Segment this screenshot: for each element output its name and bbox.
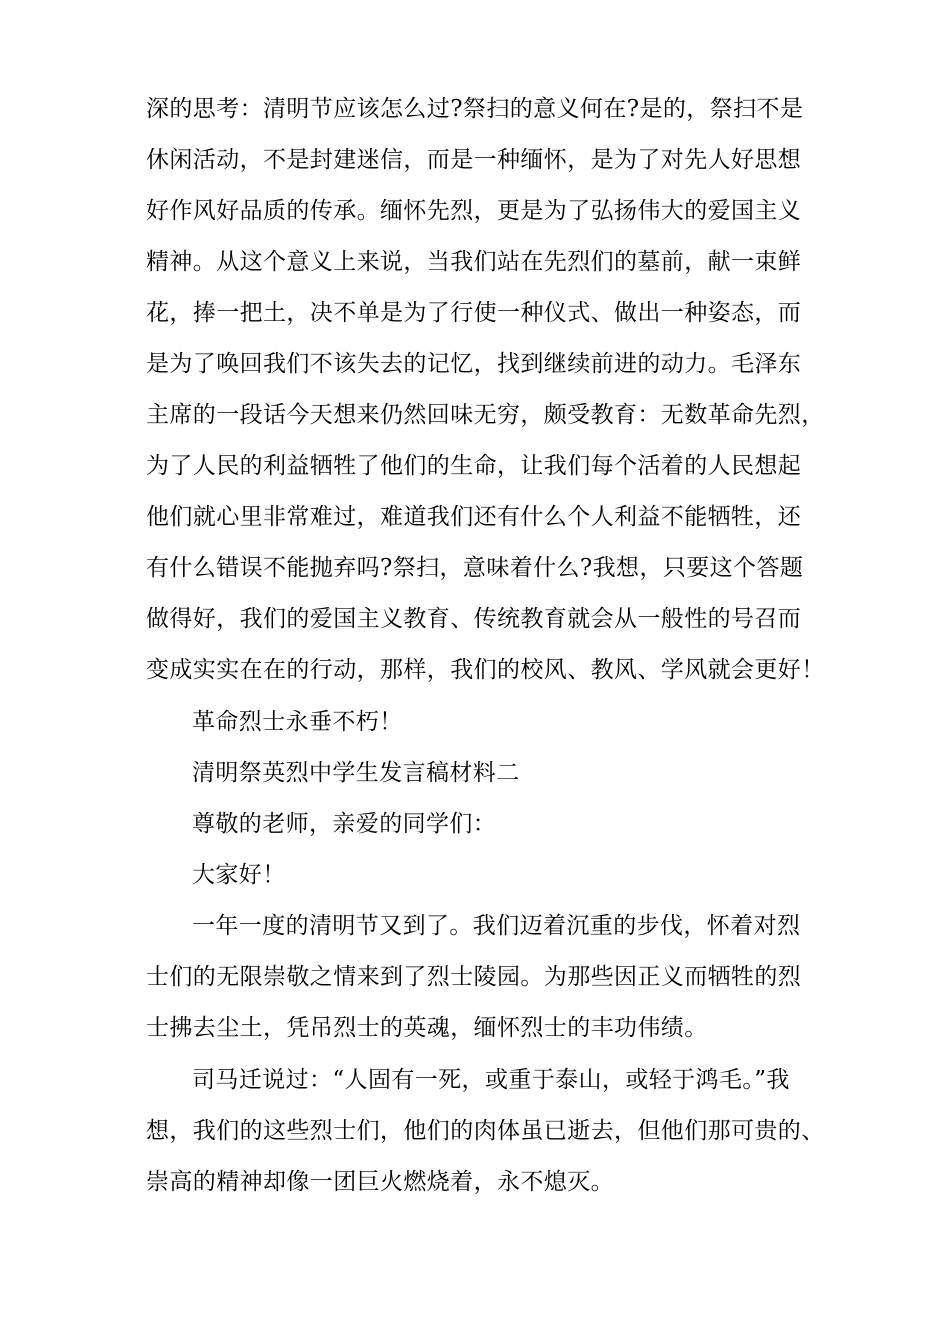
text-line: 精神。从这个意义上来说，当我们站在先烈们的墓前，献一束鲜: [146, 249, 802, 275]
text-line: 主席的一段话今天想来仍然回味无穷，颇受教育：无数革命先烈，: [146, 402, 825, 428]
text-line: 深的思考：清明节应该怎么过?祭扫的意义何在?是的，祭扫不是: [146, 96, 804, 122]
text-line: 想，我们的这些烈士们，他们的肉体虽已逝去，但他们那可贵的、: [146, 1118, 825, 1144]
text-line: 有什么错误不能抛弃吗?祭扫，意味着什么?我想，只要这个答题: [146, 555, 804, 581]
text-line: 他们就心里非常难过，难道我们还有什么个人利益不能牺牲，还: [146, 504, 802, 530]
text-line: 崇高的精神却像一团巨火燃烧着，永不熄灭。: [146, 1169, 614, 1195]
text-line: 变成实实在在的行动，那样，我们的校风、教风、学风就会更好！: [146, 657, 825, 683]
paragraph-simaqian: [146, 1055, 825, 1208]
section-title: 清明祭英烈中学生发言稿材料二: [192, 760, 520, 786]
heading-group: [146, 697, 816, 901]
text-line: 为了人民的利益牺牲了他们的生命，让我们每个活着的人民想起: [146, 453, 802, 479]
text-line: 休闲活动，不是封建迷信，而是一种缅怀，是为了对先人好思想: [146, 147, 802, 173]
text-line: 司马迁说过：“人固有一死，或重于泰山，或轻于鸿毛。”我: [192, 1067, 790, 1093]
greeting-line: 大家好！: [192, 862, 286, 888]
text-line: 花，捧一把土，决不单是为了行使一种仪式、做出一种姿态，而: [146, 300, 802, 326]
paragraph-qingming: [146, 901, 816, 1054]
salutation-line: 尊敬的老师，亲爱的同学们：: [192, 811, 497, 837]
slogan-line: 革命烈士永垂不朽！: [192, 709, 403, 735]
text-line: 是为了唤回我们不该失去的记忆，找到继续前进的动力。毛泽东: [146, 351, 802, 377]
paragraph-reflection: [146, 84, 825, 696]
text-line: 士们的无限崇敬之情来到了烈士陵园。为那些因正义而牺牲的烈: [146, 964, 802, 990]
text-line: 士拂去尘土，凭吊烈士的英魂，缅怀烈士的丰功伟绩。: [146, 1015, 708, 1041]
text-line: 一年一度的清明节又到了。我们迈着沉重的步伐，怀着对烈: [192, 913, 801, 939]
text-line: 做得好，我们的爱国主义教育、传统教育就会从一般性的号召而: [146, 606, 802, 632]
text-line: 好作风好品质的传承。缅怀先烈，更是为了弘扬伟大的爱国主义: [146, 198, 802, 224]
